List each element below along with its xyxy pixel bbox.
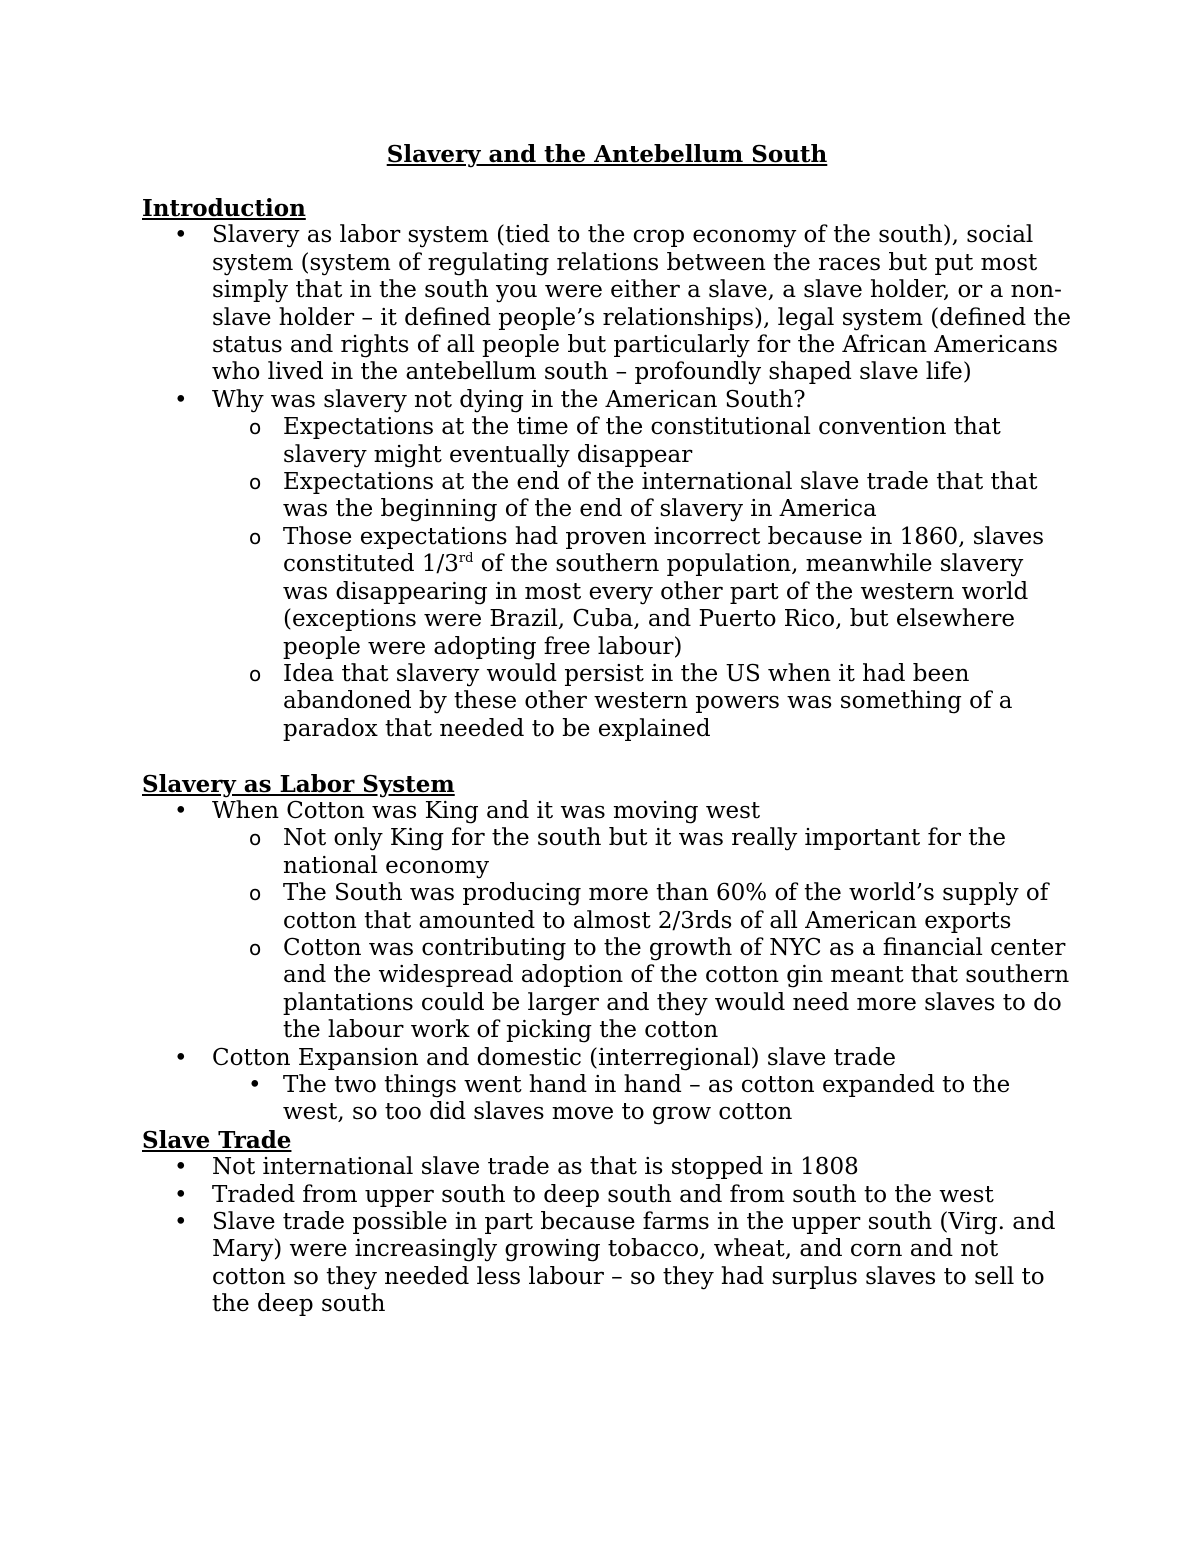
list-item-text: Why was slavery not dying in the American South? bbox=[212, 386, 806, 413]
sub-list-item-text: Not only King for the south but it was really important for the national economy bbox=[283, 825, 1006, 879]
bullet-circle-icon: o bbox=[249, 470, 262, 495]
bullet-circle-icon: o bbox=[249, 524, 262, 549]
section-heading-slave-trade: Slave Trade bbox=[142, 1126, 292, 1154]
bullet-disc-icon: • bbox=[248, 1071, 262, 1098]
list-item bbox=[142, 222, 1072, 386]
sub-list-item-text-end: of the southern population, meanwhile slavery was disappearing in most every other part of the western world (exceptions were Brazil, Cuba, and Puerto Rico, but elsewhere people were adopting free labour) bbox=[283, 551, 1029, 660]
sub-list-item-text: The two things went hand in hand – as cotton expanded to the west, so too did slaves move to grow cotton bbox=[283, 1071, 1011, 1126]
section-heading-introduction: Introduction bbox=[142, 195, 306, 222]
slave-trade-list bbox=[142, 1154, 1072, 1318]
list-item bbox=[142, 798, 1072, 825]
list-item bbox=[142, 387, 1072, 414]
sub-list-item bbox=[142, 1072, 1072, 1127]
bullet-circle-icon: o bbox=[249, 935, 262, 960]
sub-list-item-text: Cotton was contributing to the growth of NYC as a financial center and the widespread adoption of the cotton gin meant that southern plantations could be larger and they would need more slaves to do the labour work of picking the cotton bbox=[283, 934, 1070, 1044]
labor-system-list bbox=[142, 798, 1072, 825]
sub-list-item-text: Expectations at the time of the constitutional convention that slavery might eventually disappear bbox=[283, 414, 1001, 468]
bullet-circle-icon: o bbox=[249, 415, 262, 440]
sub-list-item-text-start: Those expectations had proven incorrect because in 1860, slaves constituted 1/3 bbox=[283, 523, 1045, 578]
sub-list-item bbox=[142, 935, 1072, 1045]
list-item bbox=[142, 1045, 1072, 1072]
list-item bbox=[142, 1182, 1072, 1209]
paragraph-spacer bbox=[142, 743, 1072, 770]
labor-system-sublist bbox=[142, 825, 1072, 1044]
bullet-circle-icon: o bbox=[249, 826, 262, 851]
list-item bbox=[142, 1209, 1072, 1319]
labor-system-list-continued bbox=[142, 1045, 1072, 1072]
bullet-circle-icon: o bbox=[249, 881, 262, 906]
introduction-sublist bbox=[142, 414, 1072, 743]
bullet-disc-icon: • bbox=[174, 222, 188, 249]
bullet-disc-icon: • bbox=[174, 386, 188, 413]
list-item-text: When Cotton was King and it was moving west bbox=[212, 797, 761, 824]
sub-list-item bbox=[142, 880, 1072, 935]
list-item-text: Traded from upper south to deep south and from south to the west bbox=[212, 1181, 994, 1208]
cotton-expansion-sublist bbox=[142, 1072, 1072, 1127]
list-item-text: Slavery as labor system (tied to the crop economy of the south), social system (system of regulating relations between the races but put most simply that in the south you were either a slave, a slave holder, or a non-slave holder – it defined people’s relationships), legal system (defined the status and rights of all people but particularly for the African Americans who lived in the antebellum south – profoundly shaped slave life) bbox=[212, 222, 1072, 386]
section-heading-labor-system: Slavery as Labor System bbox=[142, 770, 455, 798]
bullet-disc-icon: • bbox=[174, 797, 188, 824]
bullet-disc-icon: • bbox=[174, 1209, 188, 1236]
bullet-circle-icon: o bbox=[249, 661, 262, 686]
sub-list-item-text: Idea that slavery would persist in the US when it had been abandoned by these other western powers was something of a paradox that needed to be explained bbox=[283, 660, 1013, 742]
introduction-list bbox=[142, 222, 1072, 414]
sub-list-item-text: The South was producing more than 60% of the world’s supply of cotton that amounted to almost 2/3rds of all American exports bbox=[283, 880, 1049, 934]
bullet-disc-icon: • bbox=[174, 1181, 188, 1208]
bullet-disc-icon: • bbox=[174, 1044, 188, 1071]
sub-list-item-text: Expectations at the end of the international slave trade that that was the beginning of the end of slavery in America bbox=[283, 469, 1038, 523]
sub-list-item bbox=[142, 524, 1072, 661]
sub-list-item bbox=[142, 825, 1072, 880]
list-item bbox=[142, 1154, 1072, 1181]
sub-list-item bbox=[142, 661, 1072, 743]
page-title: Slavery and the Antebellum South bbox=[386, 141, 828, 168]
ordinal-superscript: rd bbox=[458, 551, 474, 567]
list-item-text: Cotton Expansion and domestic (interregional) slave trade bbox=[212, 1044, 896, 1071]
sub-list-item bbox=[142, 469, 1072, 524]
sub-list-item bbox=[142, 414, 1072, 469]
list-item-text: Slave trade possible in part because farms in the upper south (Virg. and Mary) were increasingly growing tobacco, wheat, and corn and not cotton so they needed less labour – so they had surplus slaves to sell to the deep south bbox=[212, 1209, 1056, 1318]
bullet-disc-icon: • bbox=[174, 1154, 188, 1181]
document-body bbox=[142, 141, 1072, 1319]
list-item-text: Not international slave trade as that is stopped in 1808 bbox=[212, 1154, 859, 1181]
